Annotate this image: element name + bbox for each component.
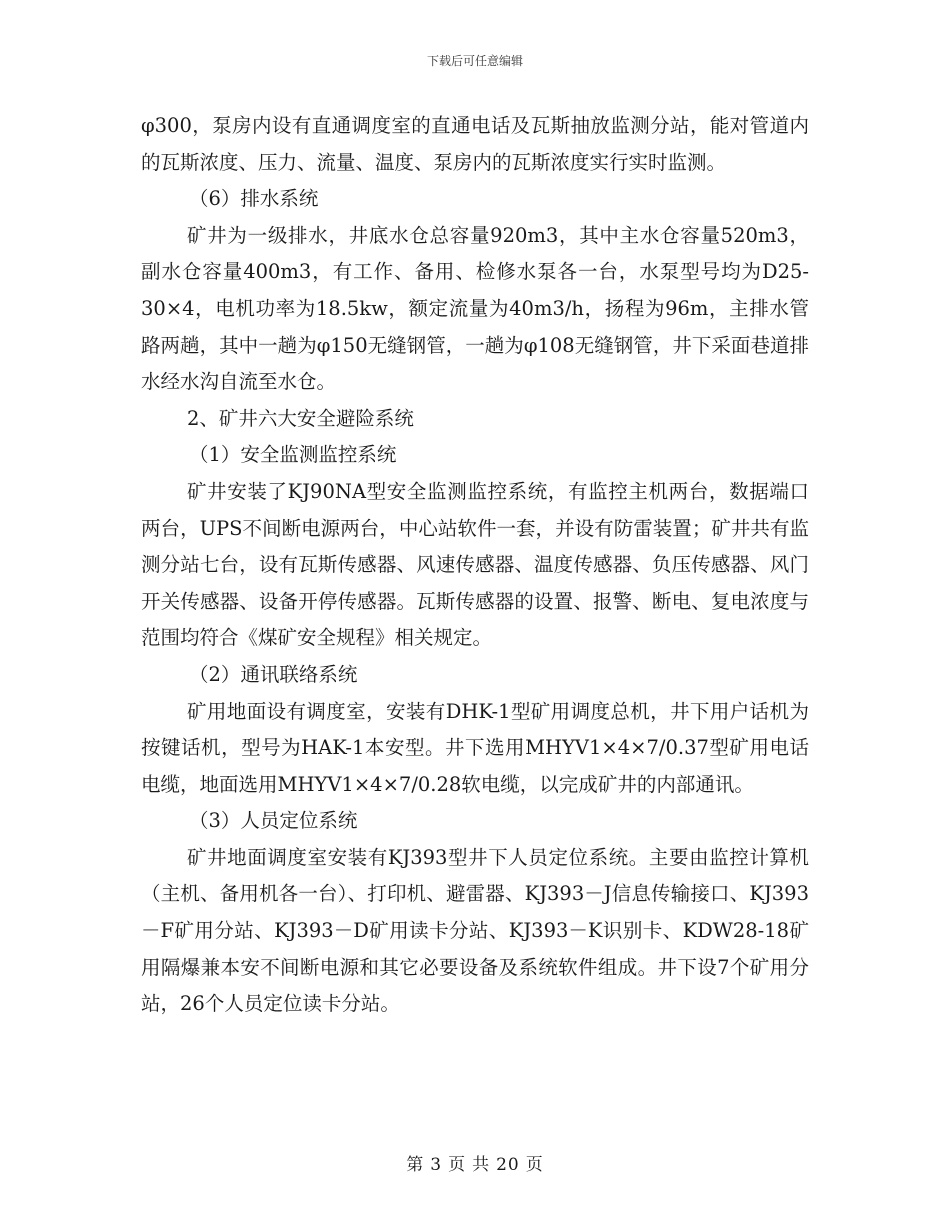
paragraph-personnel-positioning-system: 矿井地面调度室安装有KJ393型井下人员定位系统。主要由监控计算机（主机、备用机各一台）、打印机、避雷器、KJ393－J信息传输接口、KJ393－F矿用分站、KJ393－D矿用读卡分站、KJ393－K识别卡、KDW28-18矿用隔爆兼本安不间断电源和其它必要设备及系统软件组成。井下设7个矿用分站，26个人员定位读卡分站。 — [141, 845, 809, 1016]
heading-personnel-positioning-system: （3）人员定位系统 — [189, 809, 358, 833]
page-footer — [0, 1150, 950, 1175]
paragraph-drainage-system: 矿井为一级排水，井底水仓总容量920m3，其中主水仓容量520m3，副水仓容量400m3，有工作、备用、检修水泵各一台，水泵型号均为D25-30×4，电机功率为18.5kw，额定流量为40m3/h，扬程为96m，主排水管路两趟，其中一趟为φ150无缝钢管，一趟为φ108无缝钢管，井下采面巷道排水经水沟自流至水仓。 — [141, 223, 809, 394]
footer-suffix: 页 — [525, 1155, 544, 1175]
paragraph-communication-system: 矿用地面设有调度室，安装有DHK-1型矿用调度总机，井下用户话机为按键话机，型号为HAK-1本安型。井下选用MHYV1×4×7/0.37型矿用电话电缆，地面选用MHYV1×4×7/0.28软电缆，以完成矿井的内部通讯。 — [141, 699, 809, 796]
footer-total-pages: 20 — [496, 1155, 520, 1175]
heading-safety-monitoring-system: （1）安全监测监控系统 — [189, 443, 397, 467]
footer-page-label: 页 — [448, 1155, 467, 1175]
footer-page-number: 3 — [430, 1155, 443, 1175]
page-header: 下载后可任意编辑 — [426, 54, 523, 68]
paragraph-safety-monitoring-system: 矿井安装了KJ90NA型安全监测监控系统，有监控主机两台，数据端口两台，UPS不间断电源两台，中心站软件一套，并设有防雷装置；矿井共有监测分站七台，设有瓦斯传感器、风速传感器、温度传感器、负压传感器、风门开关传感器、设备开停传感器。瓦斯传感器的设置、报警、断电、复电浓度与范围均符合《煤矿安全规程》相关规定。 — [141, 479, 809, 650]
heading-six-safety-systems: 2、矿井六大安全避险系统 — [187, 406, 414, 430]
heading-communication-system: （2）通讯联络系统 — [189, 662, 358, 686]
heading-drainage-system: （6）排水系统 — [189, 187, 319, 211]
document-body — [141, 108, 809, 1023]
footer-prefix: 第 — [406, 1155, 425, 1175]
footer-total-label: 共 — [472, 1155, 491, 1175]
paragraph-gas-drainage-monitoring: φ300，泵房内设有直通调度室的直通电话及瓦斯抽放监测分站，能对管道内的瓦斯浓度、压力、流量、温度、泵房内的瓦斯浓度实行实时监测。 — [141, 114, 809, 174]
